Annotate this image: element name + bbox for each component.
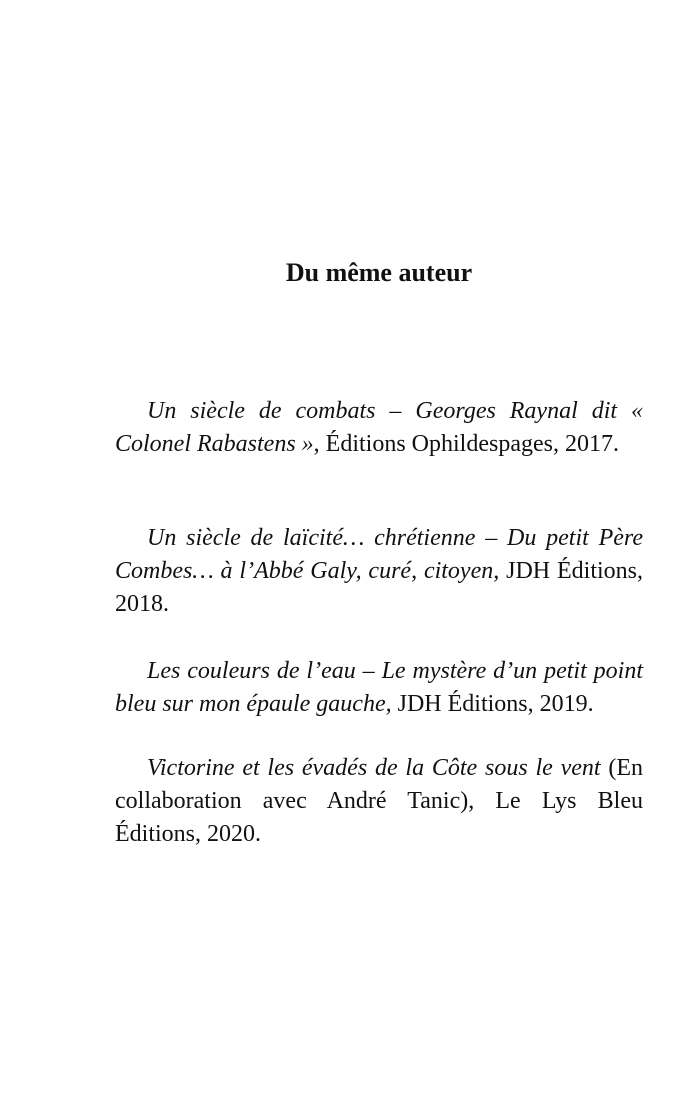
bibliography-entry [115, 395, 643, 461]
book-title: Victorine et les évadés de la Côte sous le vent [147, 755, 601, 781]
page-title: Du même auteur [285, 258, 473, 287]
book-title: Un siècle de combats – Georges Raynal dit « Colonel Rabastens » [115, 398, 643, 457]
publication-info: JDH Éditions, 2018. [115, 558, 643, 617]
publication-info: (En collaboration avec André Tanic), Le Lys Bleu Éditions, 2020. [115, 755, 643, 847]
publication-info: JDH Éditions, 2019. [391, 691, 594, 717]
bibliography-entry [115, 522, 643, 621]
publication-info: , Éditions Ophildespages, 2017. [313, 431, 619, 457]
bibliography-entry [115, 752, 643, 851]
book-title: Les couleurs de l’eau – Le mystère d’un petit point bleu sur mon épaule gauche, [115, 658, 643, 717]
book-title: Un siècle de laïcité… chrétienne – Du petit Père Combes… à l’Abbé Galy, curé, citoyen, [115, 525, 643, 584]
bibliography-entry [115, 655, 643, 721]
